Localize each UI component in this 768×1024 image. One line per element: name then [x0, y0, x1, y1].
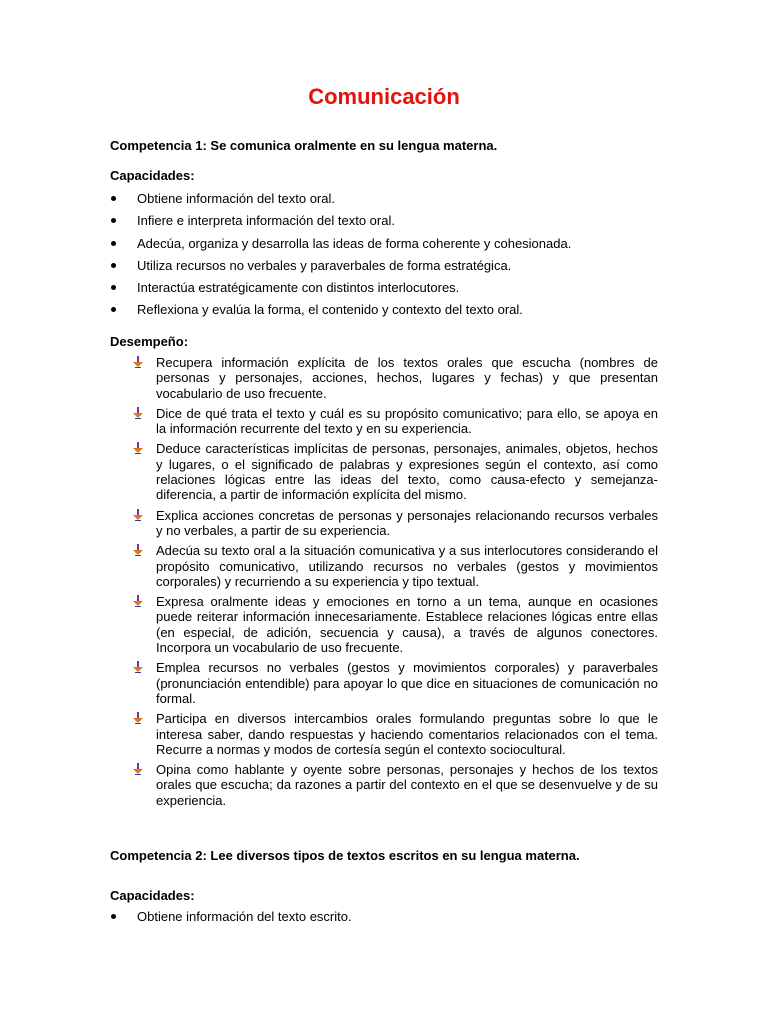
desempeno-text: Participa en diversos intercambios orales formulando preguntas sobre lo que le interesa saber, dando respuestas y haciendo comentarios relacionados con el tema. Recurre a normas y modos de cortesía según el contexto sociocultural.	[156, 711, 658, 757]
desempeno-item	[132, 762, 658, 808]
capacidad-text: Obtiene información del texto oral.	[137, 191, 335, 206]
desempeno-item	[132, 441, 658, 502]
desempeno-text: Expresa oralmente ideas y emociones en torno a un tema, aunque en ocasiones puede reiterar información innecesariamente. Establece relaciones lógicas entre ellas (en especial, de adición, secuencia y causa), a través de algunos conectores. Incorpora un vocabulario de uso frecuente.	[156, 594, 658, 656]
page-title: Comunicación	[308, 84, 460, 109]
competencia-2-heading: Competencia 2: Lee diversos tipos de textos escritos en su lengua materna.	[110, 848, 580, 863]
desempeno-item	[132, 660, 658, 706]
desempeno-item	[132, 711, 658, 757]
capacidad-text: Obtiene información del texto escrito.	[137, 909, 352, 924]
capacidad-text: Interactúa estratégicamente con distintos interlocutores.	[137, 280, 460, 296]
desempeno-text: Adecúa su texto oral a la situación comunicativa y a sus interlocutores considerando el propósito comunicativo, utilizando recursos no verbales (gestos y movimientos corporales) y recurriendo a su experiencia y tipo textual.	[156, 543, 658, 589]
bullet-dot-icon	[111, 241, 116, 246]
bullet-dot-icon	[111, 307, 116, 312]
desempeno-text: Deduce características implícitas de personas, personajes, animales, objetos, hechos y lugares, o el significado de palabras y expresiones según el contexto, así como relaciones lógicas entre las ideas del texto, como causa-efecto y semejanza-diferencia, a partir de información explícita del mismo.	[156, 441, 658, 503]
arrow-bullet-icon	[132, 407, 144, 419]
desempeno-text: Emplea recursos no verbales (gestos y movimientos corporales) y paraverbales (pronunciación entendible) para apoyar lo que dice en situaciones de comunicación no formal.	[156, 660, 658, 706]
desempeno-item	[132, 355, 658, 401]
capacidades-1-label: Capacidades:	[110, 168, 195, 183]
bullet-dot-icon	[111, 218, 116, 223]
capacidad-text: Reflexiona y evalúa la forma, el contenido y contexto del texto oral.	[137, 302, 523, 318]
capacidad-item	[110, 188, 670, 210]
capacidades-2-list	[110, 906, 670, 928]
desempeno-text: Recupera información explícita de los textos orales que escucha (nombres de personas y personajes, acciones, hechos, lugares y fechas) y que presentan vocabulario de uso frecuente.	[156, 355, 658, 401]
desempeno-text: Explica acciones concretas de personas y personajes relacionando recursos verbales y no verbales, a partir de su experiencia.	[156, 507, 658, 538]
capacidades-2-label: Capacidades:	[110, 888, 195, 903]
arrow-bullet-icon	[132, 442, 144, 454]
arrow-bullet-icon	[132, 544, 144, 556]
capacidad-item	[110, 299, 670, 321]
desempeno-item	[132, 594, 658, 655]
arrow-bullet-icon	[132, 595, 144, 607]
capacidad-item	[110, 210, 670, 232]
bullet-dot-icon	[111, 914, 116, 919]
arrow-bullet-icon	[132, 661, 144, 673]
capacidad-item	[110, 277, 670, 299]
capacidad-item	[110, 906, 670, 928]
bullet-dot-icon	[111, 196, 116, 201]
bullet-dot-icon	[111, 263, 116, 268]
capacidad-text: Adecúa, organiza y desarrolla las ideas de forma coherente y cohesionada.	[137, 235, 572, 251]
bullet-dot-icon	[111, 285, 116, 290]
desempeno-item	[132, 543, 658, 589]
capacidad-item	[110, 233, 670, 255]
desempeno-item	[132, 508, 658, 539]
competencia-1-heading: Competencia 1: Se comunica oralmente en su lengua materna.	[110, 138, 498, 153]
desempeno-text: Dice de qué trata el texto y cuál es su propósito comunicativo; para ello, se apoya en la información recurrente del texto y en su experiencia.	[156, 405, 658, 437]
capacidad-text: Infiere e interpreta información del texto oral.	[137, 213, 395, 229]
arrow-bullet-icon	[132, 763, 144, 775]
arrow-bullet-icon	[132, 356, 144, 368]
capacidad-item	[110, 255, 670, 277]
desempeno-label: Desempeño:	[110, 334, 189, 349]
capacidad-text: Utiliza recursos no verbales y paraverbales de forma estratégica.	[137, 257, 512, 273]
arrow-bullet-icon	[132, 712, 144, 724]
arrow-bullet-icon	[132, 509, 144, 521]
capacidades-1-list	[110, 188, 670, 322]
desempeno-text: Opina como hablante y oyente sobre personas, personajes y hechos de los textos orales que escucha; da razones a partir del contexto en el que se desenvuelve y de su experiencia.	[156, 762, 658, 808]
desempenos-list	[132, 355, 658, 813]
desempeno-item	[132, 406, 658, 437]
